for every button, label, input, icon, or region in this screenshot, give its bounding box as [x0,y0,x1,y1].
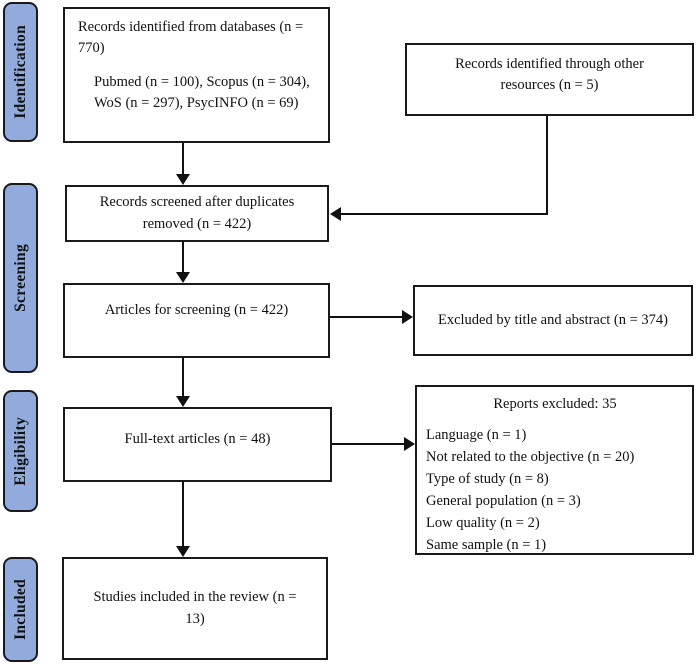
records-screened-text: Records screened after duplicates removed (n = 422) [99,194,295,232]
box-records-screened [65,185,329,242]
arrow-fulltext-to-reports-line [332,443,404,445]
stage-label-eligibility [3,390,38,512]
arrow-db-to-screened-line [182,143,184,174]
stage-label-screening [3,183,38,373]
arrow-other-to-screened-hline [341,213,548,215]
studies-included-text: Studies included in the review (n = 13) [93,589,297,627]
arrow-fulltext-to-studies-line [182,482,184,546]
box-articles-for-screening [63,283,330,358]
stage-label-screening-text: Screening [11,244,29,312]
box-studies-included [62,557,328,660]
arrow-db-to-screened-head [176,174,190,185]
reports-excluded-item: Low quality (n = 2) [426,515,540,532]
reports-excluded-list [426,424,684,556]
reports-excluded-item: Language (n = 1) [426,427,527,444]
arrow-articles-to-excluded-head [402,310,413,324]
arrow-other-to-screened-vline [546,116,548,215]
reports-excluded-item: Same sample (n = 1) [426,537,547,554]
reports-excluded-item: General population (n = 3) [426,493,581,510]
stage-label-eligibility-text: Eligibility [11,416,29,486]
reports-excluded-item: Type of study (n = 8) [426,471,549,488]
arrow-fulltext-to-studies-head [176,546,190,557]
reports-excluded-heading: Reports excluded: 35 [493,396,617,412]
records-other-text: Records identified through other resources (n = 5) [455,56,644,94]
box-reports-excluded [415,385,694,555]
stage-label-identification-text: Identification [11,25,29,119]
arrow-screened-to-articles-head [176,272,190,283]
box-fulltext-articles [63,407,332,482]
arrow-articles-to-fulltext-head [176,396,190,407]
excluded-title-abstract-text: Excluded by title and abstract (n = 374) [437,311,669,328]
arrow-other-to-screened-head [330,207,341,221]
stage-label-included [3,557,38,662]
arrow-fulltext-to-reports-head [404,437,415,451]
reports-excluded-item: Not related to the objective (n = 20) [426,449,635,466]
fulltext-articles-text: Full-text articles (n = 48) [124,430,271,447]
records-databases-detail: Pubmed (n = 100), Scopus (n = 304), WoS (n = 297), PsycINFO (n = 69) [94,74,310,112]
box-records-other-resources [405,43,694,116]
box-records-identified-databases [63,7,330,143]
stage-label-identification [3,2,38,142]
records-databases-title: Records identified from databases (n = 770) [78,19,304,57]
box-excluded-title-abstract [413,285,693,356]
articles-screening-text: Articles for screening (n = 422) [104,301,289,318]
stage-label-included-text: Included [11,579,29,640]
arrow-screened-to-articles-line [182,242,184,272]
arrow-articles-to-fulltext-line [182,358,184,396]
arrow-articles-to-excluded-line [330,316,402,318]
